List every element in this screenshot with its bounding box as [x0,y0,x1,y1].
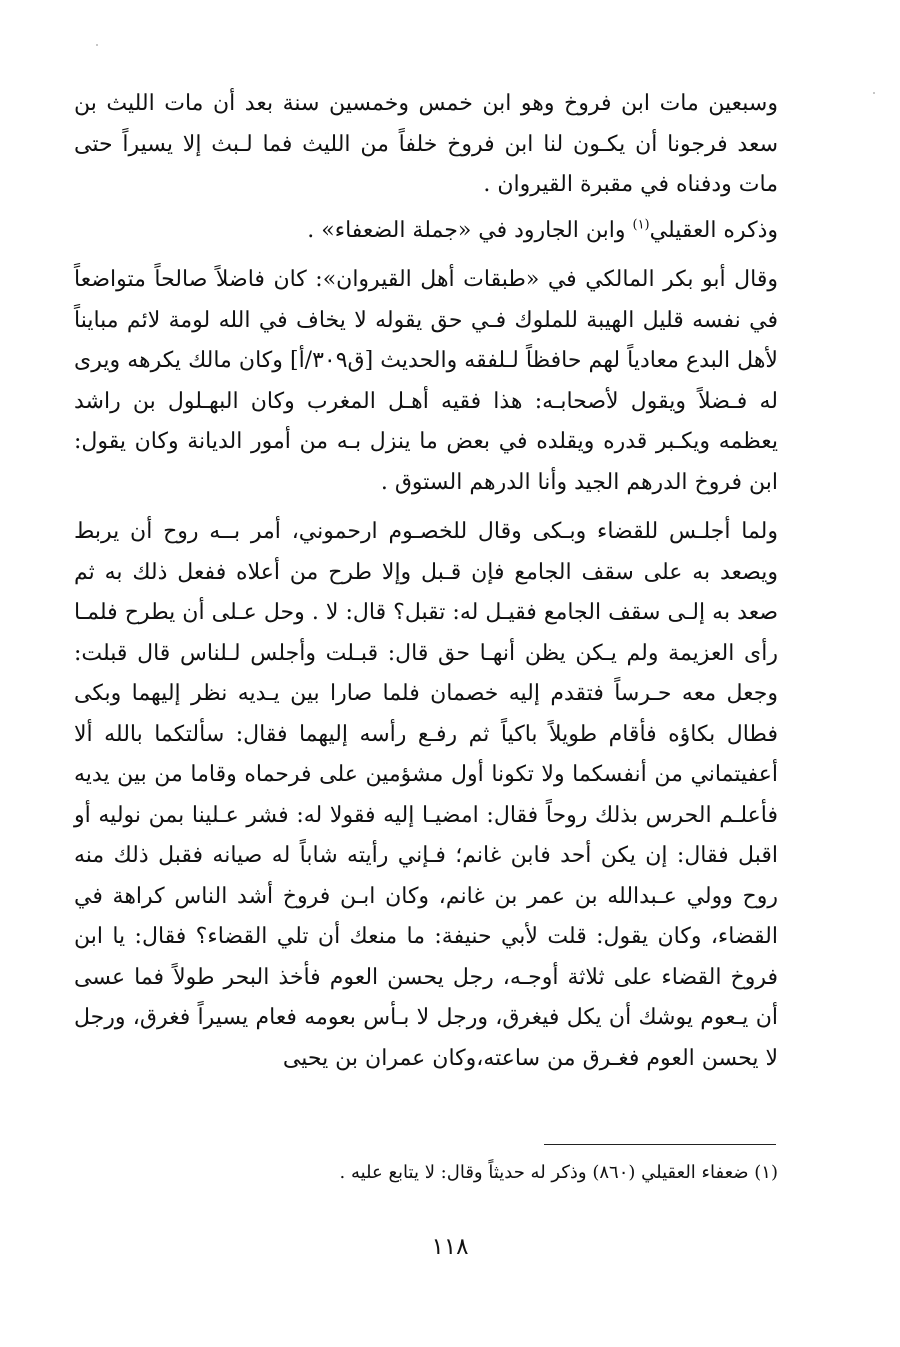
paragraph-3: وقال أبو بكر المالكي في «طبقات أهل القيروان»: كان فاضلاً صالحاً متواضعاً في نفسه قليل الهيبة للملوك فـي حق يقوله لا يخاف في الله لومة لائم مبايناً لأهل البدع معادياً لهم حافظاً لـلفقه والحديث [ق٣٠٩/أ] وكان مالك يكرهه ويرى له فـضلاً ويقول لأصحابـه: هذا فقيه أهـل المغرب وكان البهـلول بن راشد يعظمه ويكـبر قدره ويقلده في بعض ما ينزل بـه من أمور الديانة وكان يقول: ابن فروخ الدرهم الجيد وأنا الدرهم الستوق . [74,267,778,495]
footnote-reference: (١) [632,217,650,233]
paragraph-1: وسبعين مات ابن فروخ وهو ابن خمس وخمسين سنة بعد أن مات الليث بن سعد فرجونا أن يكـون لنا ابن فروخ خلفاً من الليث فما لـبث إلا يسيراً حتى مات ودفناه في مقبرة القيروان . [74,91,778,197]
footnote-separator [544,1144,776,1145]
page-number: ١١٨ [431,1234,469,1260]
footnote: (١) ضعفاء العقيلي (٨٦٠) وذكر له حديثاً وقال: لا يتابع عليه . [339,1162,778,1183]
scan-speck [96,44,98,46]
paragraph-2-end: وابن الجارود في «جملة الضعفاء» . [307,217,633,243]
scan-speck [873,92,875,94]
paragraph-2-start: وذكره العقيلي [649,217,778,243]
paragraph-2 [74,211,778,252]
main-text [74,84,778,1079]
paragraph-4: ولما أجلـس للقضاء وبـكى وقال للخصـوم ارحموني، أمر بــه روح أن يربط ويصعد به على سقف الجامع فإن قـبل وإلا طرح من أعلاه ففعل ذلك به ثم صعد به إلـى سقف الجامع فقيـل له: تقبل؟ قال: لا . وحل عـلى أن يطرح فلمـا رأى العزيمة ولم يـكن يظن أنهـا حق قال: قبـلت وأجلس لـلناس قال قبلت: وجعل معه حـرساً فتقدم إليه خصمان فلما صارا بين يـديه نظر إليهما وبكى فطال بكاؤه فأقام طويلاً باكياً ثم رفـع رأسه إليهما فقال: سألتكما بالله ألا أعفيتماني من أنفسكما ولا تكونا أول مشؤمين على فرحماه وقاما من بين يديه فأعلـم الحرس بذلك روحاً فقال: امضيـا إليه فقولا له: فشر عـلينا بمن نوليه أو اقبل فقال: إن يكن أحد فابن غانم؛ فـإني رأيته شاباً له صيانه فقبل ذلك منه روح وولي عـبدالله بن عمر بن غانم، وكان ابـن فروخ أشد الناس كراهة في القضاء، وكان يقول: قلت لأبي حنيفة: ما منعك أن تلي القضاء؟ فقال: يا ابن فروخ القضاء على ثلاثة أوجـه، رجل يحسن العوم فأخذ البحر طولاً فما عسى أن يـعوم يوشك أن يكل فيغرق، ورجل لا بـأس بعومه فعام يسيراً فغرق، ورجل لا يحسن العوم فغـرق من ساعته،وكان عمران بن يحيى [74,519,778,1071]
